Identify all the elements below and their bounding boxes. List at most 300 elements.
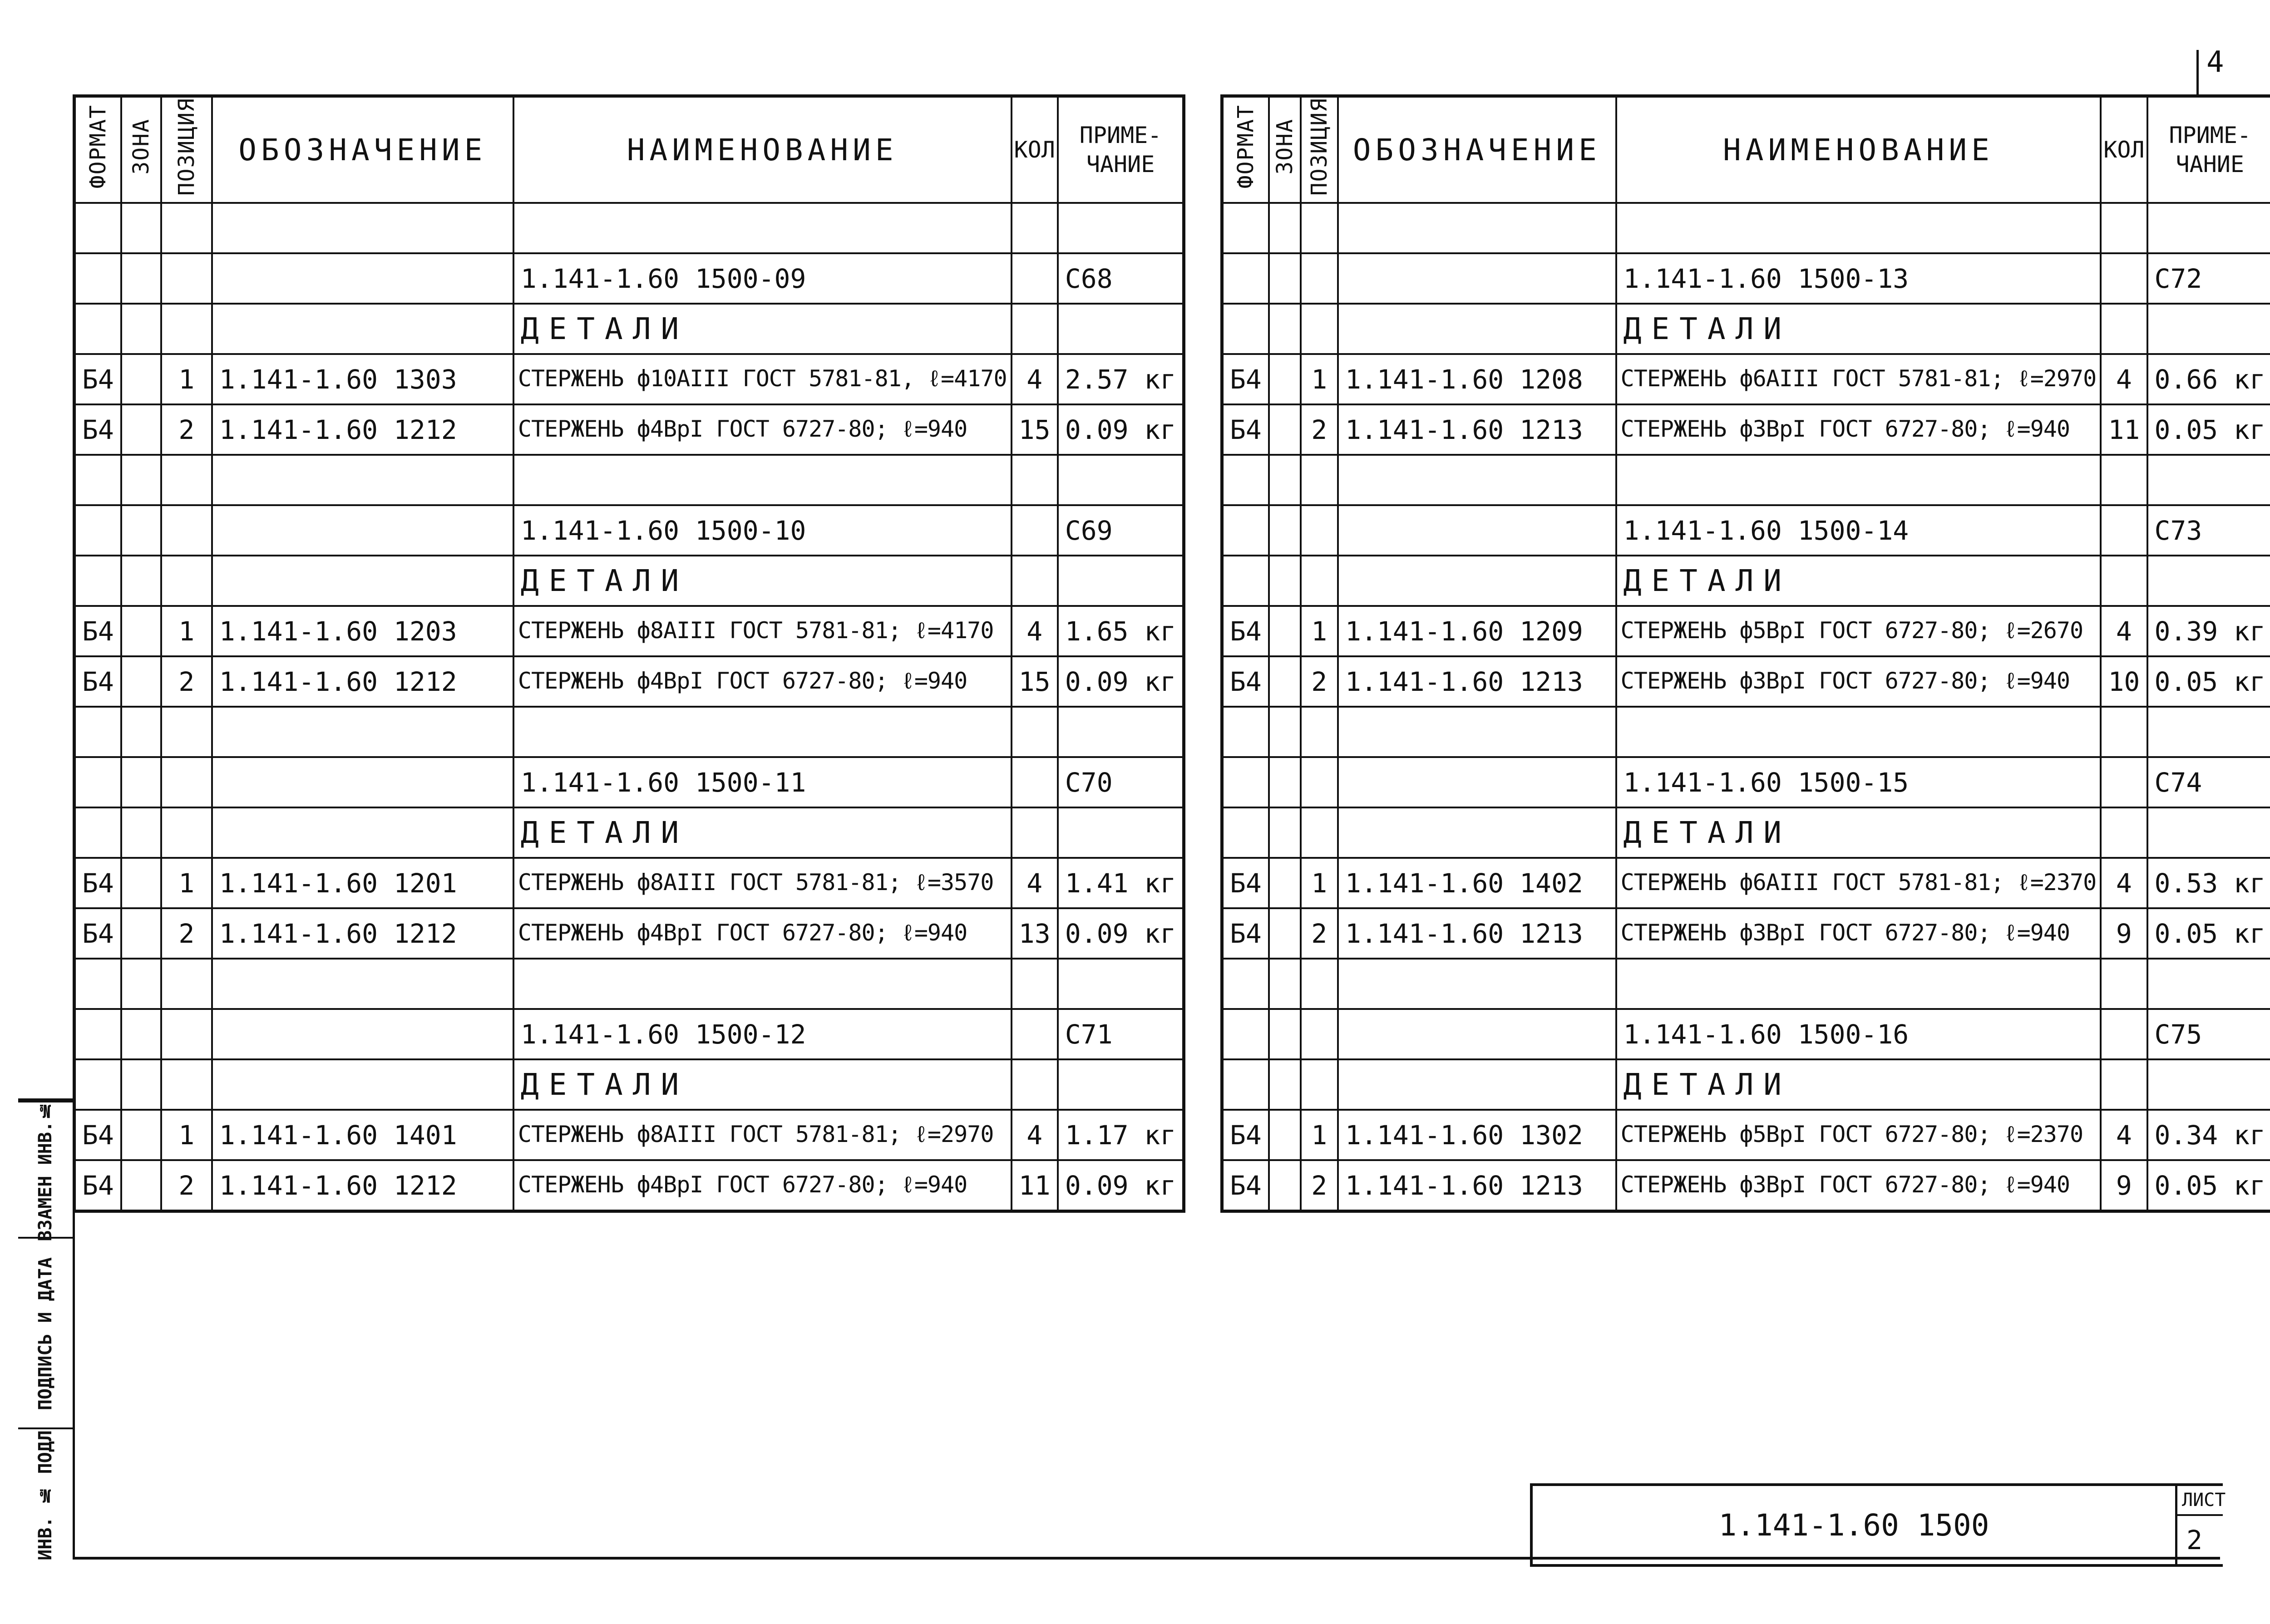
table-row — [1222, 908, 2270, 959]
cell-zone — [1269, 757, 1301, 807]
cell-format: Б4 — [74, 1160, 121, 1211]
cell-qty — [2101, 455, 2147, 505]
cell-zone — [1269, 404, 1301, 455]
cell-format — [1222, 203, 1269, 253]
cell-designation — [212, 304, 513, 354]
cell-zone — [121, 304, 161, 354]
cell-format: Б4 — [74, 404, 121, 455]
cell-designation: 1.141-1.60 1213 — [1338, 656, 1616, 707]
cell-zone — [1269, 203, 1301, 253]
cell-note — [2147, 959, 2270, 1009]
cell-name: ДЕТАЛИ — [513, 807, 1012, 858]
cell-qty: 4 — [2101, 354, 2147, 404]
cell-format — [1222, 1059, 1269, 1110]
cell-qty — [1012, 253, 1058, 304]
cell-name: ДЕТАЛИ — [1616, 1059, 2101, 1110]
table-row — [1222, 455, 2270, 505]
cell-zone — [1269, 656, 1301, 707]
cell-zone — [1269, 354, 1301, 404]
cell-zone — [121, 959, 161, 1009]
cell-name: ДЕТАЛИ — [513, 304, 1012, 354]
cell-name: ДЕТАЛИ — [513, 1059, 1012, 1110]
table-row — [1222, 404, 2270, 455]
cell-note — [1058, 1059, 1184, 1110]
cell-format — [74, 1059, 121, 1110]
cell-qty — [2101, 203, 2147, 253]
cell-note: С72 — [2147, 253, 2270, 304]
cell-qty — [2101, 253, 2147, 304]
cell-position — [1301, 1059, 1338, 1110]
cell-position — [1301, 757, 1338, 807]
table-row — [74, 1160, 1184, 1211]
sheet-label: ЛИСТ — [2177, 1486, 2223, 1516]
table-row — [1222, 354, 2270, 404]
cell-format — [74, 556, 121, 606]
cell-qty — [1012, 203, 1058, 253]
cell-designation — [1338, 1009, 1616, 1059]
cell-note: 1.65 кг — [1058, 606, 1184, 656]
cell-qty: 15 — [1012, 404, 1058, 455]
cell-zone — [121, 1059, 161, 1110]
cell-zone — [121, 505, 161, 556]
cell-position: 1 — [1301, 354, 1338, 404]
table-row — [74, 908, 1184, 959]
cell-name: СТЕРЖЕНЬ ф3ВрI ГОСТ 6727-80; ℓ=940 — [1616, 404, 2101, 455]
table-row — [1222, 959, 2270, 1009]
cell-name: СТЕРЖЕНЬ ф4ВрI ГОСТ 6727-80; ℓ=940 — [513, 908, 1012, 959]
cell-position: 2 — [161, 656, 212, 707]
cell-designation — [1338, 455, 1616, 505]
cell-zone — [1269, 1110, 1301, 1160]
table-row — [1222, 656, 2270, 707]
cell-note: 0.53 кг — [2147, 858, 2270, 908]
cell-name — [1616, 455, 2101, 505]
cell-note — [1058, 203, 1184, 253]
table-row — [1222, 1160, 2270, 1211]
cell-position: 1 — [161, 858, 212, 908]
cell-qty — [1012, 1009, 1058, 1059]
cell-designation — [1338, 1059, 1616, 1110]
cell-format: Б4 — [1222, 1160, 1269, 1211]
cell-zone — [1269, 1009, 1301, 1059]
cell-format: Б4 — [74, 858, 121, 908]
cell-name: СТЕРЖЕНЬ ф4ВрI ГОСТ 6727-80; ℓ=940 — [513, 1160, 1012, 1211]
cell-name: СТЕРЖЕНЬ ф5ВрI ГОСТ 6727-80; ℓ=2670 — [1616, 606, 2101, 656]
cell-note — [1058, 455, 1184, 505]
cell-designation — [212, 707, 513, 757]
cell-designation: 1.141-1.60 1213 — [1338, 1160, 1616, 1211]
cell-format: Б4 — [1222, 858, 1269, 908]
cell-position — [161, 203, 212, 253]
cell-note: 1.17 кг — [1058, 1110, 1184, 1160]
header-zone: ЗОНА — [121, 96, 161, 203]
cell-note: 0.34 кг — [2147, 1110, 2270, 1160]
cell-designation: 1.141-1.60 1212 — [212, 1160, 513, 1211]
cell-zone — [121, 707, 161, 757]
cell-position: 1 — [1301, 1110, 1338, 1160]
cell-note: 0.39 кг — [2147, 606, 2270, 656]
table-row — [74, 354, 1184, 404]
cell-position — [161, 556, 212, 606]
cell-zone — [121, 1009, 161, 1059]
cell-name: ДЕТАЛИ — [1616, 807, 2101, 858]
header-row — [1222, 96, 2270, 203]
cell-name: 1.141-1.60 1500-13 — [1616, 253, 2101, 304]
header-designation: ОБОЗНАЧЕНИЕ — [1338, 96, 1616, 203]
table-row — [1222, 203, 2270, 253]
title-block-sheet — [2175, 1486, 2226, 1564]
cell-format — [74, 304, 121, 354]
cell-zone — [1269, 908, 1301, 959]
cell-format — [74, 959, 121, 1009]
cell-position: 1 — [161, 1110, 212, 1160]
cell-name: СТЕРЖЕНЬ ф4ВрI ГОСТ 6727-80; ℓ=940 — [513, 656, 1012, 707]
cell-note — [1058, 959, 1184, 1009]
cell-designation — [1338, 757, 1616, 807]
cell-designation — [1338, 505, 1616, 556]
cell-position — [161, 304, 212, 354]
cell-format — [1222, 959, 1269, 1009]
cell-zone — [1269, 455, 1301, 505]
cell-name: СТЕРЖЕНЬ ф5ВрI ГОСТ 6727-80; ℓ=2370 — [1616, 1110, 2101, 1160]
title-block-code: 1.141-1.60 1500 — [1718, 1507, 1989, 1543]
cell-designation: 1.141-1.60 1212 — [212, 908, 513, 959]
cell-note — [1058, 807, 1184, 858]
table-row — [1222, 807, 2270, 858]
cell-qty — [2101, 505, 2147, 556]
cell-name — [513, 203, 1012, 253]
header-qty: КОЛ — [1012, 96, 1058, 203]
cell-designation: 1.141-1.60 1402 — [1338, 858, 1616, 908]
cell-qty — [1012, 304, 1058, 354]
cell-name: ДЕТАЛИ — [513, 556, 1012, 606]
cell-note: 0.05 кг — [2147, 1160, 2270, 1211]
cell-designation — [212, 505, 513, 556]
header-row — [74, 96, 1184, 203]
margin-signature-date: ПОДПИСЬ И ДАТА — [18, 1237, 73, 1429]
cell-format — [74, 757, 121, 807]
cell-zone — [1269, 304, 1301, 354]
cell-position: 2 — [1301, 1160, 1338, 1211]
cell-note: С71 — [1058, 1009, 1184, 1059]
table-row — [74, 606, 1184, 656]
table-row — [74, 304, 1184, 354]
cell-position — [1301, 1009, 1338, 1059]
cell-designation: 1.141-1.60 1303 — [212, 354, 513, 404]
cell-name — [1616, 203, 2101, 253]
header-name: НАИМЕНОВАНИЕ — [513, 96, 1012, 203]
cell-position — [1301, 455, 1338, 505]
cell-designation: 1.141-1.60 1213 — [1338, 908, 1616, 959]
cell-qty — [2101, 1009, 2147, 1059]
cell-qty — [1012, 556, 1058, 606]
cell-position: 2 — [1301, 908, 1338, 959]
cell-note: С70 — [1058, 757, 1184, 807]
cell-position — [1301, 505, 1338, 556]
cell-note — [2147, 807, 2270, 858]
cell-note: С75 — [2147, 1009, 2270, 1059]
cell-format: Б4 — [1222, 908, 1269, 959]
cell-position: 2 — [1301, 404, 1338, 455]
cell-zone — [121, 354, 161, 404]
cell-format — [1222, 757, 1269, 807]
cell-name: СТЕРЖЕНЬ ф8АIII ГОСТ 5781-81; ℓ=4170 — [513, 606, 1012, 656]
cell-qty — [1012, 1059, 1058, 1110]
cell-zone — [121, 606, 161, 656]
cell-format — [1222, 707, 1269, 757]
cell-designation — [1338, 707, 1616, 757]
cell-format — [74, 253, 121, 304]
cell-qty — [2101, 1059, 2147, 1110]
sheet-number: 2 — [2186, 1525, 2202, 1555]
cell-position: 1 — [161, 606, 212, 656]
cell-position: 2 — [161, 908, 212, 959]
cell-position — [161, 707, 212, 757]
cell-position — [161, 253, 212, 304]
cell-zone — [121, 858, 161, 908]
cell-zone — [1269, 1160, 1301, 1211]
table-row — [74, 707, 1184, 757]
margin-replaces: ВЗАМЕН ИНВ.№ — [18, 1101, 73, 1239]
header-format: ФОРМАТ — [1222, 96, 1269, 203]
cell-designation: 1.141-1.60 1212 — [212, 404, 513, 455]
cell-format — [1222, 556, 1269, 606]
cell-zone — [121, 404, 161, 455]
cell-zone — [121, 556, 161, 606]
cell-name: СТЕРЖЕНЬ ф6АIII ГОСТ 5781-81; ℓ=2370 — [1616, 858, 2101, 908]
cell-note — [1058, 556, 1184, 606]
table-row — [1222, 253, 2270, 304]
cell-position — [161, 1009, 212, 1059]
cell-format: Б4 — [1222, 606, 1269, 656]
cell-name — [513, 455, 1012, 505]
cell-name: СТЕРЖЕНЬ ф6АIII ГОСТ 5781-81; ℓ=2970 — [1616, 354, 2101, 404]
page-mark: 4 — [2206, 45, 2224, 79]
cell-designation — [1338, 807, 1616, 858]
cell-note: 1.41 кг — [1058, 858, 1184, 908]
cell-name: 1.141-1.60 1500-14 — [1616, 505, 2101, 556]
cell-name: СТЕРЖЕНЬ ф3ВрI ГОСТ 6727-80; ℓ=940 — [1616, 908, 2101, 959]
cell-qty — [2101, 304, 2147, 354]
table-row — [1222, 757, 2270, 807]
cell-position: 1 — [1301, 606, 1338, 656]
cell-zone — [1269, 505, 1301, 556]
cell-note: 0.66 кг — [2147, 354, 2270, 404]
cell-designation — [1338, 253, 1616, 304]
cell-note: С69 — [1058, 505, 1184, 556]
cell-qty: 4 — [1012, 1110, 1058, 1160]
cell-qty — [1012, 707, 1058, 757]
cell-format — [74, 505, 121, 556]
cell-zone — [1269, 606, 1301, 656]
header-designation: ОБОЗНАЧЕНИЕ — [212, 96, 513, 203]
cell-note: 0.09 кг — [1058, 656, 1184, 707]
table-row — [1222, 606, 2270, 656]
cell-qty: 4 — [2101, 858, 2147, 908]
cell-qty — [2101, 807, 2147, 858]
cell-qty: 11 — [1012, 1160, 1058, 1211]
table-row — [74, 1110, 1184, 1160]
cell-zone — [1269, 807, 1301, 858]
cell-note: 0.09 кг — [1058, 908, 1184, 959]
cell-position — [1301, 707, 1338, 757]
cell-format — [1222, 505, 1269, 556]
cell-designation: 1.141-1.60 1201 — [212, 858, 513, 908]
cell-zone — [1269, 959, 1301, 1009]
cell-position: 2 — [161, 1160, 212, 1211]
cell-zone — [121, 455, 161, 505]
cell-name: ДЕТАЛИ — [1616, 556, 2101, 606]
cell-note — [2147, 203, 2270, 253]
page-mark-bar — [2196, 50, 2199, 95]
cell-position — [1301, 253, 1338, 304]
table-row — [74, 757, 1184, 807]
cell-note: 0.05 кг — [2147, 404, 2270, 455]
cell-designation — [212, 807, 513, 858]
table-row — [74, 1059, 1184, 1110]
margin-inv-no: ИНВ. № ПОДЛ — [18, 1427, 73, 1561]
table-row — [1222, 304, 2270, 354]
cell-note: С68 — [1058, 253, 1184, 304]
cell-qty — [1012, 807, 1058, 858]
cell-format: Б4 — [74, 656, 121, 707]
cell-name: СТЕРЖЕНЬ ф4ВрI ГОСТ 6727-80; ℓ=940 — [513, 404, 1012, 455]
cell-name: 1.141-1.60 1500-10 — [513, 505, 1012, 556]
table-row — [1222, 556, 2270, 606]
table-row — [1222, 1110, 2270, 1160]
cell-designation: 1.141-1.60 1302 — [1338, 1110, 1616, 1160]
cell-qty: 11 — [2101, 404, 2147, 455]
spec-table-right — [1220, 94, 2270, 1213]
cell-position — [1301, 959, 1338, 1009]
cell-format: Б4 — [1222, 1110, 1269, 1160]
cell-qty: 4 — [2101, 606, 2147, 656]
table-row — [74, 203, 1184, 253]
cell-designation — [1338, 959, 1616, 1009]
cell-name: ДЕТАЛИ — [1616, 304, 2101, 354]
cell-designation — [212, 556, 513, 606]
cell-zone — [121, 656, 161, 707]
header-format: ФОРМАТ — [74, 96, 121, 203]
cell-format — [74, 807, 121, 858]
cell-note — [1058, 707, 1184, 757]
table-row — [74, 455, 1184, 505]
cell-zone — [121, 203, 161, 253]
cell-designation — [1338, 556, 1616, 606]
table-row — [74, 505, 1184, 556]
cell-designation — [212, 757, 513, 807]
cell-qty — [1012, 455, 1058, 505]
cell-zone — [121, 908, 161, 959]
table-row — [74, 556, 1184, 606]
cell-zone — [121, 1160, 161, 1211]
cell-format — [74, 1009, 121, 1059]
spec-table-left — [73, 94, 1185, 1213]
cell-position: 1 — [161, 354, 212, 404]
cell-name — [513, 707, 1012, 757]
cell-qty — [2101, 556, 2147, 606]
table-row — [1222, 707, 2270, 757]
cell-zone — [1269, 858, 1301, 908]
cell-name: СТЕРЖЕНЬ ф8АIII ГОСТ 5781-81; ℓ=3570 — [513, 858, 1012, 908]
cell-designation — [212, 253, 513, 304]
header-qty: КОЛ — [2101, 96, 2147, 203]
cell-name — [1616, 707, 2101, 757]
cell-designation: 1.141-1.60 1209 — [1338, 606, 1616, 656]
cell-format: Б4 — [74, 354, 121, 404]
cell-zone — [1269, 1059, 1301, 1110]
cell-position — [161, 455, 212, 505]
cell-designation — [212, 203, 513, 253]
cell-format — [1222, 253, 1269, 304]
header-zone: ЗОНА — [1269, 96, 1301, 203]
header-position: ПОЗИЦИЯ — [161, 96, 212, 203]
cell-zone — [121, 757, 161, 807]
cell-name — [513, 959, 1012, 1009]
cell-designation: 1.141-1.60 1213 — [1338, 404, 1616, 455]
cell-note — [2147, 556, 2270, 606]
cell-name: СТЕРЖЕНЬ ф3ВрI ГОСТ 6727-80; ℓ=940 — [1616, 1160, 2101, 1211]
table-row — [1222, 1009, 2270, 1059]
header-position: ПОЗИЦИЯ — [1301, 96, 1338, 203]
cell-format — [1222, 1009, 1269, 1059]
cell-format — [1222, 455, 1269, 505]
cell-format — [74, 203, 121, 253]
cell-note — [2147, 707, 2270, 757]
cell-designation — [212, 1009, 513, 1059]
cell-note: 0.05 кг — [2147, 656, 2270, 707]
cell-note: 0.05 кг — [2147, 908, 2270, 959]
table-row — [74, 404, 1184, 455]
cell-position: 2 — [1301, 656, 1338, 707]
cell-zone — [121, 807, 161, 858]
cell-format: Б4 — [74, 606, 121, 656]
cell-position — [161, 959, 212, 1009]
cell-name: СТЕРЖЕНЬ ф3ВрI ГОСТ 6727-80; ℓ=940 — [1616, 656, 2101, 707]
cell-format — [74, 455, 121, 505]
cell-designation — [212, 455, 513, 505]
cell-note: 0.09 кг — [1058, 404, 1184, 455]
cell-format — [1222, 807, 1269, 858]
cell-zone — [1269, 707, 1301, 757]
cell-note: С73 — [2147, 505, 2270, 556]
cell-qty: 4 — [1012, 354, 1058, 404]
cell-position — [161, 807, 212, 858]
cell-position — [1301, 203, 1338, 253]
cell-zone — [121, 1110, 161, 1160]
header-name: НАИМЕНОВАНИЕ — [1616, 96, 2101, 203]
cell-format: Б4 — [1222, 404, 1269, 455]
cell-name — [1616, 959, 2101, 1009]
cell-name: 1.141-1.60 1500-09 — [513, 253, 1012, 304]
cell-qty — [2101, 707, 2147, 757]
title-block — [1530, 1483, 2226, 1567]
cell-name: 1.141-1.60 1500-12 — [513, 1009, 1012, 1059]
cell-qty: 9 — [2101, 1160, 2147, 1211]
cell-zone — [1269, 556, 1301, 606]
cell-qty: 4 — [1012, 858, 1058, 908]
cell-qty — [1012, 505, 1058, 556]
table-row — [1222, 858, 2270, 908]
cell-position — [161, 1059, 212, 1110]
header-note: ПРИМЕ-ЧАНИЕ — [1058, 96, 1184, 203]
cell-position — [1301, 807, 1338, 858]
cell-format: Б4 — [74, 1110, 121, 1160]
table-row — [74, 253, 1184, 304]
cell-designation: 1.141-1.60 1203 — [212, 606, 513, 656]
cell-qty: 15 — [1012, 656, 1058, 707]
margin-stamp — [18, 1098, 75, 1559]
